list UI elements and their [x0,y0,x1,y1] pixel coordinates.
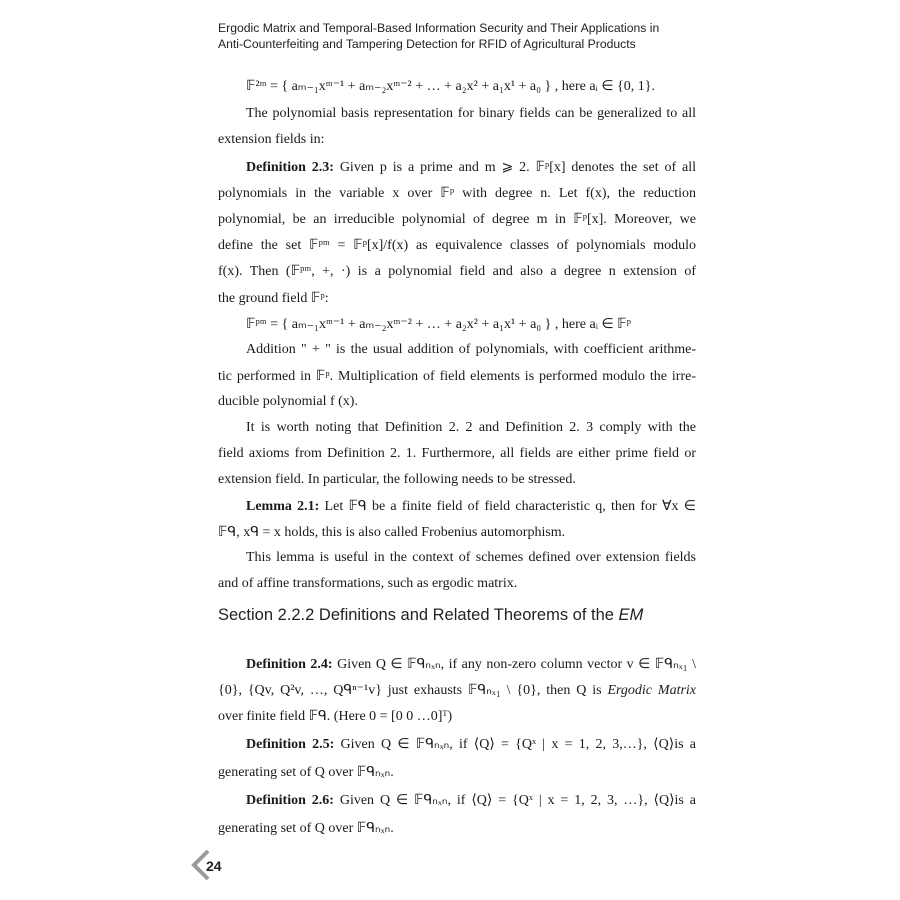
section-title-text: Section 2.2.2 Definitions and Related Theorems of the [218,606,619,624]
paragraph-line: tic performed in 𝔽ᵖ. Multiplication of field elements is performed modulo the irre- [218,369,696,384]
paragraph-line: This lemma is useful in the context of schemes defined over extension fields [246,550,696,565]
ergodic-matrix-term: Ergodic Matrix [607,683,697,698]
paragraph-line: Addition " + " is the usual addition of polynomials, with coefficient arithme- [246,342,696,357]
paragraph-line: polynomial, be an irreducible polynomial of degree m in 𝔽ᵖ[x]. Moreover, we [218,212,696,227]
paragraph-line: and of affine transformations, such as ergodic matrix. [218,576,518,591]
paragraph-line: polynomials in the variable x over 𝔽ᵖ with degree n. Let f(x), the reduction [218,186,696,201]
definition-text: Given Q ∈ 𝔽ᑫₙₓₙ, if any non-zero column vector v ∈ 𝔽ᑫₙₓ₁ \ [332,657,697,672]
lemma-text: Let 𝔽ᑫ be a finite field of field characteristic q, then for ∀x ∈ [319,499,696,514]
paragraph-line: ducible polynomial f (x). [218,394,358,409]
definition-2-4-line [218,682,696,699]
lemma-2-1-label: Lemma 2.1: [246,499,320,514]
paragraph-line: It is worth noting that Definition 2. 2 and Definition 2. 3 comply with the [246,420,696,435]
paragraph-line: The polynomial basis representation for binary fields can be generalized to all [246,106,696,121]
paragraph-line: f(x). Then (𝔽ᵖᵐ, +, ·) is a polynomial field and also a degree n extension of [218,264,696,279]
paragraph-line: 𝔽ᑫ, xᑫ = x holds, this is also called Frobenius automorphism. [218,525,566,540]
definition-2-6-line [246,792,696,809]
paragraph-line: the ground field 𝔽ᵖ: [218,291,329,306]
paragraph-line: generating set of Q over 𝔽ᑫₙₓₙ. [218,765,394,780]
section-title [218,606,643,625]
equation-extension-field: 𝔽ᵖᵐ = { aₘ₋₁xᵐ⁻¹ + aₘ₋₂xᵐ⁻² + … + a₂x² + a₁x¹ + a₀ } , here aᵢ ∈ 𝔽ᵖ [246,317,631,332]
definition-2-4-label: Definition 2.4: [246,657,333,672]
definition-text: {0}, {Qv, Q²v, …, Qᑫⁿ⁻¹v} just exhausts 𝔽ᑫₙₓ₁ \ {0}, then Q is [218,683,608,698]
definition-2-3-line [246,159,696,176]
definition-2-5-label: Definition 2.5: [246,737,335,752]
definition-2-3-label: Definition 2.3: [246,160,334,175]
running-header-line-2: Anti-Counterfeiting and Tampering Detection for RFID of Agricultural Products [218,37,636,51]
definition-text: Given p is a prime and m ⩾ 2. 𝔽ᵖ[x] denotes the set of all [333,160,696,175]
running-header-line-1: Ergodic Matrix and Temporal-Based Information Security and Their Applications in [218,21,660,35]
page-number: 24 [206,858,222,874]
paragraph-line: extension field. In particular, the following needs to be stressed. [218,472,576,487]
paragraph-line: over finite field 𝔽ᑫ. (Here 0 = [0 0 …0]ᵀ) [218,709,453,724]
paragraph-line: extension fields in: [218,132,325,147]
paragraph-line: field axioms from Definition 2. 1. Furthermore, all fields are either prime field or [218,446,696,461]
definition-2-6-label: Definition 2.6: [246,793,334,808]
definition-text: Given Q ∈ 𝔽ᑫₙₓₙ, if ⟨Q⟩ = {Qˣ | x = 1, 2, 3,…}, ⟨Q⟩is a [334,737,696,752]
definition-2-4-line [246,656,696,673]
running-header [218,20,738,52]
section-title-em: EM [618,606,644,624]
definition-2-5-line [246,736,696,753]
lemma-2-1-line [246,498,696,515]
equation-binary-field: 𝔽²ᵐ = { aₘ₋₁xᵐ⁻¹ + aₘ₋₂xᵐ⁻² + … + a₂x² + a₁x¹ + a₀ } , here aᵢ ∈ {0, 1}. [246,79,655,94]
definition-text: Given Q ∈ 𝔽ᑫₙₓₙ, if ⟨Q⟩ = {Qˣ | x = 1, 2, 3, …}, ⟨Q⟩is a [333,793,696,808]
paragraph-line: define the set 𝔽ᵖᵐ = 𝔽ᵖ[x]/f(x) as equivalence classes of polynomials modulo [218,238,696,253]
paragraph-line: generating set of Q over 𝔽ᑫₙₓₙ. [218,821,394,836]
